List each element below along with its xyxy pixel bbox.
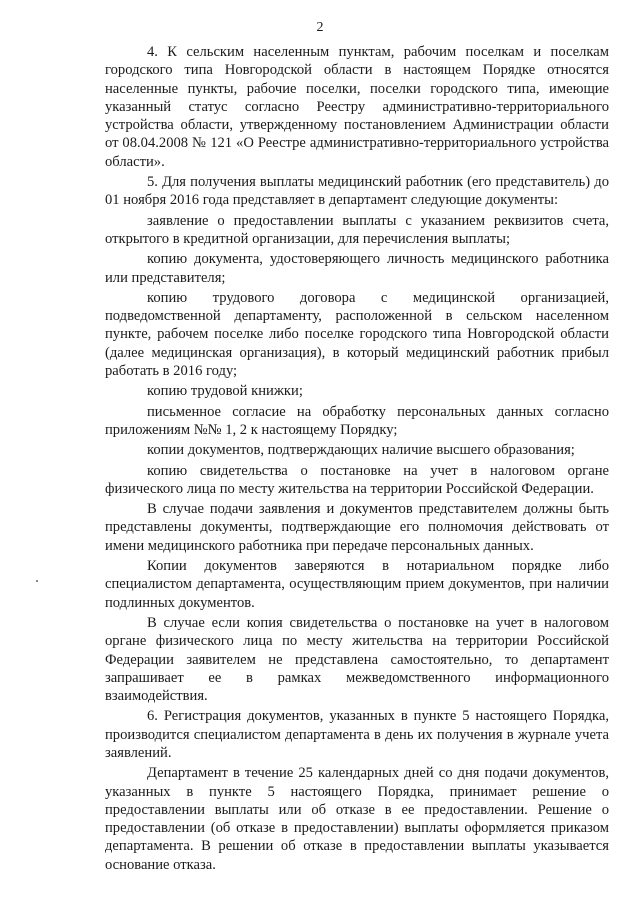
paragraph-certification: Копии документов заверяются в нотариальном порядке либо специалистом департамента, осуществляющим прием документов, при наличии подлинных документов.: [105, 558, 609, 611]
list-item-work-book: копию трудовой книжки;: [147, 383, 303, 400]
document-body: [105, 43, 609, 874]
list-item-tax-certificate: копию свидетельства о постановке на учет в налоговом органе физического лица по месту жительства на территории Российской Федерации.: [105, 462, 609, 497]
paragraph-interagency-request: В случае если копия свидетельства о постановке на учет в налоговом органе физического лица по месту жительства на территории Российской Федерации заявителем не представлена самостоятельно, то департамент запрашивает ее в рамках межведомственного информационного взаимодействия.: [105, 614, 609, 705]
list-item-application: заявление о предоставлении выплаты с указанием реквизитов счета, открытого в кредитной организации, для перечисления выплаты;: [105, 212, 609, 247]
list-item-education: копии документов, подтверждающих наличие высшего образования;: [147, 442, 575, 459]
paragraph-clause-5: 5. Для получения выплаты медицинский работник (его представитель) до 01 ноября 2016 года представляет в департамент следующие документы:: [105, 174, 609, 209]
margin-mark: [36, 580, 38, 582]
paragraph-decision: Департамент в течение 25 календарных дней со дня подачи документов, указанных в пункте 5 настоящего Порядка, принимает решение о предоставлении выплаты или об отказе в ее предоставлении. Решение о предоставлении (об отказе в предоставлении) выплаты оформляется приказом департамента. В решении об отказе в предоставлении выплаты указывается основание отказа.: [105, 765, 609, 873]
page-number: 2: [316, 20, 324, 35]
list-item-consent: письменное согласие на обработку персональных данных согласно приложениям №№ 1, 2 к настоящему Порядку;: [105, 403, 609, 438]
paragraph-representative: В случае подачи заявления и документов представителем должны быть представлены документы, подтверждающие его полномочия действовать от имени медицинского работника при передаче персональных данных.: [105, 501, 609, 554]
list-item-identity-document: копию документа, удостоверяющего личность медицинского работника или представителя;: [105, 251, 609, 286]
paragraph-clause-4: 4. К сельским населенным пунктам, рабочим поселкам и поселкам городского типа Новгородской области в настоящем Порядке относятся населенные пункты, рабочие поселки, поселки городского типа, имеющие указанный статус согласно Реестру административно-территориального устройства области, утвержденному постановлением Администрации области от 08.04.2008 № 121 «О Реестре административно-территориального устройства области».: [105, 44, 609, 170]
paragraph-clause-6: 6. Регистрация документов, указанных в пункте 5 настоящего Порядка, производится специалистом департамента в день их получения в журнале учета заявлений.: [105, 708, 609, 761]
list-item-employment-contract: копию трудового договора с медицинской организацией, подведомственной департаменту, расположенной в сельском населенном пункте, рабочем поселке либо поселке городского типа Новгородской области (далее медицинская организация), в который медицинский работник прибыл работать в 2016 году;: [105, 289, 609, 380]
